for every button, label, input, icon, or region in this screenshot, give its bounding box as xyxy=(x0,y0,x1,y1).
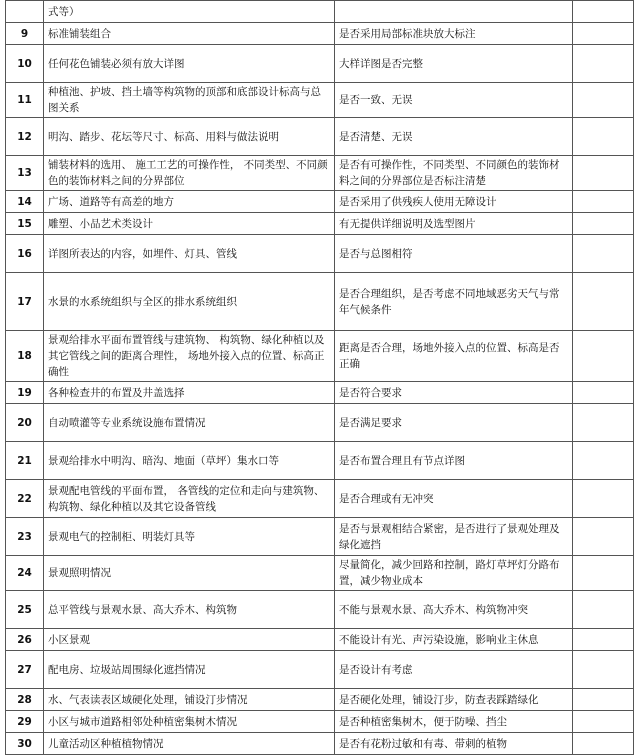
check-item-cell: 水景的水系统组织与全区的排水系统组织 xyxy=(44,273,335,331)
row-number-cell: 15 xyxy=(6,213,44,235)
remarks-cell xyxy=(573,1,634,23)
row-number-cell: 21 xyxy=(6,442,44,480)
check-requirement-cell: 是否有花粉过敏和有毒、带刺的植物 xyxy=(335,733,573,755)
check-item-cell: 小区景观 xyxy=(44,629,335,651)
remarks-cell xyxy=(573,733,634,755)
table-row xyxy=(6,118,634,156)
remarks-cell xyxy=(573,382,634,404)
row-number-cell: 11 xyxy=(6,83,44,118)
row-number-cell: 27 xyxy=(6,651,44,689)
check-item-cell: 景观配电管线的平面布置， 各管线的定位和走向与建筑物、 构筑物、绿化种植以及其它设备管线 xyxy=(44,480,335,518)
remarks-cell xyxy=(573,442,634,480)
row-number-cell: 14 xyxy=(6,191,44,213)
check-item-cell: 各种检查井的布置及井盖选择 xyxy=(44,382,335,404)
check-item-cell: 景观照明情况 xyxy=(44,556,335,591)
row-number-cell: 20 xyxy=(6,404,44,442)
table-row xyxy=(6,45,634,83)
table-row xyxy=(6,442,634,480)
table-row xyxy=(6,518,634,556)
remarks-cell xyxy=(573,118,634,156)
check-requirement-cell: 是否清楚、无误 xyxy=(335,118,573,156)
table-row xyxy=(6,382,634,404)
table-row xyxy=(6,404,634,442)
row-number-cell: 19 xyxy=(6,382,44,404)
check-item-cell: 铺装材料的选用、 施工工艺的可操作性， 不同类型、不同颜色的装饰材料之间的分界部位 xyxy=(44,156,335,191)
remarks-cell xyxy=(573,156,634,191)
row-number-cell: 9 xyxy=(6,23,44,45)
remarks-cell xyxy=(573,235,634,273)
check-item-cell: 种植池、护坡、挡土墙等构筑物的顶部和底部设计标高与总图关系 xyxy=(44,83,335,118)
remarks-cell xyxy=(573,83,634,118)
check-requirement-cell: 有无提供详细说明及选型图片 xyxy=(335,213,573,235)
check-item-cell: 儿童活动区种植植物情况 xyxy=(44,733,335,755)
row-number-cell: 25 xyxy=(6,591,44,629)
check-requirement-cell: 是否设计有考虑 xyxy=(335,651,573,689)
remarks-cell xyxy=(573,711,634,733)
row-number-cell: 16 xyxy=(6,235,44,273)
table-row xyxy=(6,156,634,191)
check-requirement-cell: 距离是否合理，场地外接入点的位置、标高是否正确 xyxy=(335,331,573,382)
table-row xyxy=(6,273,634,331)
row-number-cell: 13 xyxy=(6,156,44,191)
remarks-cell xyxy=(573,518,634,556)
check-item-cell: 明沟、踏步、花坛等尺寸、标高、用料与做法说明 xyxy=(44,118,335,156)
check-item-cell: 式等） xyxy=(44,1,335,23)
check-requirement-cell: 是否布置合理且有节点详图 xyxy=(335,442,573,480)
row-number-cell: 26 xyxy=(6,629,44,651)
check-requirement-cell: 是否符合要求 xyxy=(335,382,573,404)
check-item-cell: 总平管线与景观水景、高大乔木、构筑物 xyxy=(44,591,335,629)
row-number-cell: 18 xyxy=(6,331,44,382)
row-number-cell: 30 xyxy=(6,733,44,755)
row-number-cell: 12 xyxy=(6,118,44,156)
remarks-cell xyxy=(573,591,634,629)
check-requirement-cell: 是否种植密集树木，便于防噪、挡尘 xyxy=(335,711,573,733)
table-row xyxy=(6,591,634,629)
row-number-cell: 22 xyxy=(6,480,44,518)
table-row xyxy=(6,213,634,235)
check-requirement-cell: 是否与总图相符 xyxy=(335,235,573,273)
review-checklist-table xyxy=(5,0,634,755)
table-row xyxy=(6,23,634,45)
table-row xyxy=(6,629,634,651)
remarks-cell xyxy=(573,213,634,235)
check-requirement-cell: 是否有可操作性，不同类型、不同颜色的装饰材料之间的分界部位是否标注清楚 xyxy=(335,156,573,191)
remarks-cell xyxy=(573,651,634,689)
check-requirement-cell: 尽量简化，减少回路和控制，路灯草坪灯分路布置，减少物业成本 xyxy=(335,556,573,591)
table-row xyxy=(6,331,634,382)
table-row xyxy=(6,191,634,213)
check-requirement-cell xyxy=(335,1,573,23)
row-number-cell xyxy=(6,1,44,23)
remarks-cell xyxy=(573,556,634,591)
row-number-cell: 29 xyxy=(6,711,44,733)
check-requirement-cell: 是否满足要求 xyxy=(335,404,573,442)
check-requirement-cell: 是否合理组织，是否考虑不同地域恶劣天气与常年气候条件 xyxy=(335,273,573,331)
check-item-cell: 详图所表达的内容，如埋件、灯具、管线 xyxy=(44,235,335,273)
check-requirement-cell: 是否合理或有无冲突 xyxy=(335,480,573,518)
table-row xyxy=(6,83,634,118)
check-item-cell: 水、气表读表区域硬化处理，铺设汀步情况 xyxy=(44,689,335,711)
table-row xyxy=(6,651,634,689)
check-requirement-cell: 大样详图是否完整 xyxy=(335,45,573,83)
table-row xyxy=(6,711,634,733)
table-row xyxy=(6,733,634,755)
row-number-cell: 24 xyxy=(6,556,44,591)
check-requirement-cell: 不能设计有光、声污染设施，影响业主休息 xyxy=(335,629,573,651)
check-requirement-cell: 是否采用局部标准块放大标注 xyxy=(335,23,573,45)
table-row xyxy=(6,480,634,518)
remarks-cell xyxy=(573,404,634,442)
table-row-continuation xyxy=(6,1,634,23)
remarks-cell xyxy=(573,273,634,331)
row-number-cell: 10 xyxy=(6,45,44,83)
remarks-cell xyxy=(573,23,634,45)
remarks-cell xyxy=(573,480,634,518)
check-requirement-cell: 是否采用了供残疾人使用无障设计 xyxy=(335,191,573,213)
table-row xyxy=(6,556,634,591)
row-number-cell: 23 xyxy=(6,518,44,556)
check-item-cell: 任何花色铺装必须有放大详图 xyxy=(44,45,335,83)
table-row xyxy=(6,689,634,711)
check-requirement-cell: 不能与景观水景、高大乔木、构筑物冲突 xyxy=(335,591,573,629)
remarks-cell xyxy=(573,331,634,382)
check-item-cell: 雕塑、小品艺术类设计 xyxy=(44,213,335,235)
remarks-cell xyxy=(573,689,634,711)
remarks-cell xyxy=(573,191,634,213)
check-item-cell: 小区与城市道路相邻处种植密集树木情况 xyxy=(44,711,335,733)
row-number-cell: 17 xyxy=(6,273,44,331)
check-item-cell: 标准铺装组合 xyxy=(44,23,335,45)
check-item-cell: 广场、道路等有高差的地方 xyxy=(44,191,335,213)
check-requirement-cell: 是否硬化处理，铺设汀步，防查表踩踏绿化 xyxy=(335,689,573,711)
check-requirement-cell: 是否与景观相结合紧密，是否进行了景观处理及绿化遮挡 xyxy=(335,518,573,556)
remarks-cell xyxy=(573,45,634,83)
row-number-cell: 28 xyxy=(6,689,44,711)
check-item-cell: 自动喷灌等专业系统设施布置情况 xyxy=(44,404,335,442)
check-item-cell: 配电房、垃圾站周围绿化遮挡情况 xyxy=(44,651,335,689)
check-item-cell: 景观电气的控制柜、明装灯具等 xyxy=(44,518,335,556)
remarks-cell xyxy=(573,629,634,651)
check-item-cell: 景观给排水中明沟、暗沟、地面（草坪）集水口等 xyxy=(44,442,335,480)
check-requirement-cell: 是否一致、无误 xyxy=(335,83,573,118)
check-item-cell: 景观给排水平面布置管线与建筑物、 构筑物、绿化种植以及其它管线之间的距离合理性， 场地外接入点的位置、标高正确性 xyxy=(44,331,335,382)
table-row xyxy=(6,235,634,273)
